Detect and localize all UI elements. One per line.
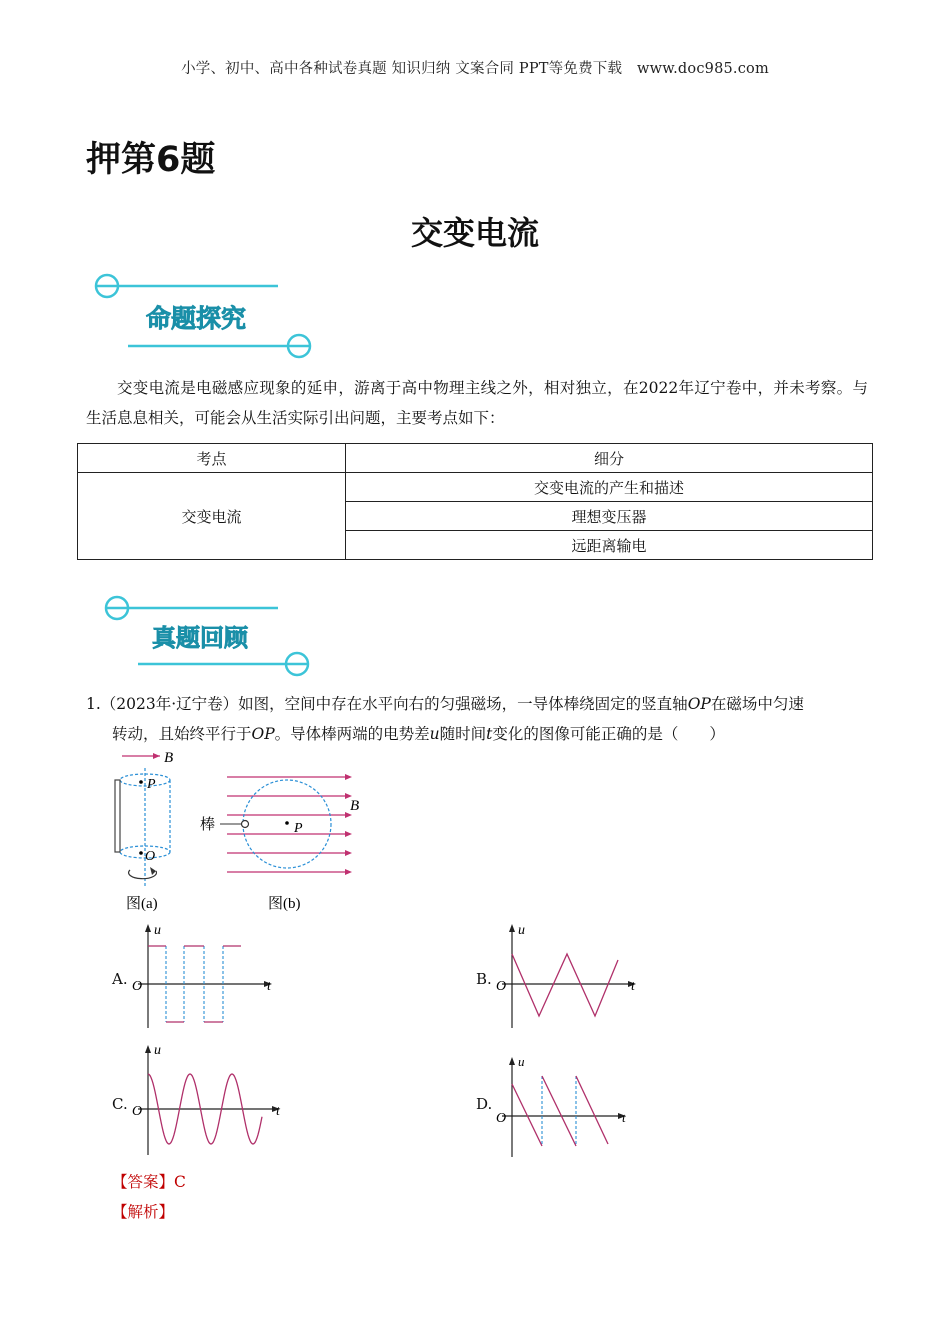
option-d-label[interactable]: D. [476, 1095, 493, 1113]
option-c-axis-u: u [154, 1043, 161, 1058]
header-text: 小学、初中、高中各种试卷真题 知识归纳 文案合同 PPT等免费下载 [181, 61, 623, 77]
label-B-b: B [350, 798, 360, 814]
option-b-label[interactable]: B. [476, 970, 492, 988]
topic-table [77, 443, 873, 560]
banner-zhenti-text: 真题回顾 [152, 624, 248, 652]
label-B-a: B [164, 750, 174, 766]
option-c-label[interactable]: C. [112, 1095, 128, 1113]
option-d-origin: O [496, 1111, 507, 1126]
option-a-axis-t: t [267, 979, 271, 994]
question-line-2 [86, 719, 868, 749]
figure-a [115, 750, 173, 912]
fig-b-caption: 图(b) [268, 896, 301, 912]
figure-b [200, 774, 359, 912]
question-text-c: 转动，且始终平行于 [112, 725, 252, 743]
question-text-d: 。导体棒两端的电势差 [274, 725, 430, 743]
option-c-axis-t: t [276, 1104, 280, 1119]
option-a-origin: O [132, 979, 143, 994]
var-u: u [429, 725, 440, 743]
option-b-graph[interactable] [492, 920, 652, 1032]
question-text-a: 如图，空间中存在水平向右的匀强磁场，一导体棒绕固定的竖直轴 [238, 695, 688, 713]
table-header-sub: 细分 [346, 444, 873, 473]
table-subtopic-3: 远距离输电 [346, 531, 873, 560]
label-P-a: P [147, 777, 156, 792]
question-text-f: 变化的图像可能正确的是（ ） [492, 725, 725, 743]
var-t: t [486, 725, 493, 743]
option-a-graph[interactable] [128, 920, 288, 1032]
question-figure [100, 748, 380, 918]
option-d-axis-t: t [622, 1110, 626, 1125]
question-text-e: 随时间 [439, 725, 487, 743]
banner-mingti-text: 命题探究 [146, 304, 247, 333]
intro-paragraph: 交变电流是电磁感应现象的延申，游离于高中物理主线之外，相对独立，在2022年辽宁卷中，并未考察。与生活息息相关，可能会从生活实际引出问题，主要考点如下： [86, 379, 868, 427]
table-subtopic-1: 交变电流的产生和描述 [346, 473, 873, 502]
page-header [0, 57, 950, 78]
banner-zhenti [100, 594, 320, 682]
option-a-label[interactable]: A. [112, 970, 128, 988]
header-url[interactable]: www.doc985.com [636, 61, 769, 77]
table-header-topic: 考点 [78, 444, 346, 473]
question-1 [86, 689, 868, 749]
option-d-axis-u: u [518, 1054, 525, 1069]
question-source: （2023年·辽宁卷） [100, 695, 239, 713]
table-topic-cell: 交变电流 [78, 473, 346, 560]
rod-label: 棒 [200, 815, 216, 833]
fig-a-caption: 图(a) [126, 896, 158, 912]
option-a-axis-u: u [154, 923, 161, 938]
banner-mingti [90, 270, 320, 362]
option-b-origin: O [496, 979, 507, 994]
table-subtopic-2: 理想变压器 [346, 502, 873, 531]
option-b-axis-u: u [518, 923, 525, 938]
page-subtitle: 交变电流 [410, 214, 539, 252]
option-c-origin: O [132, 1104, 143, 1119]
answer-value: C [174, 1173, 186, 1191]
option-b-axis-t: t [631, 979, 635, 994]
analysis-tag: 【解析】 [112, 1203, 175, 1221]
op-label-2: OP [251, 725, 275, 743]
answer [112, 1170, 186, 1192]
op-label-1: OP [687, 695, 711, 713]
question-number: 1. [86, 695, 101, 713]
label-P-b: P [294, 821, 303, 836]
answer-tag: 【答案】 [112, 1173, 175, 1191]
label-O-a: O [145, 849, 156, 864]
option-d-graph[interactable] [492, 1052, 652, 1160]
question-text-b: 在磁场中匀速 [710, 695, 804, 713]
page-title: 押第6题 [86, 140, 216, 180]
option-c-graph[interactable] [128, 1040, 288, 1158]
